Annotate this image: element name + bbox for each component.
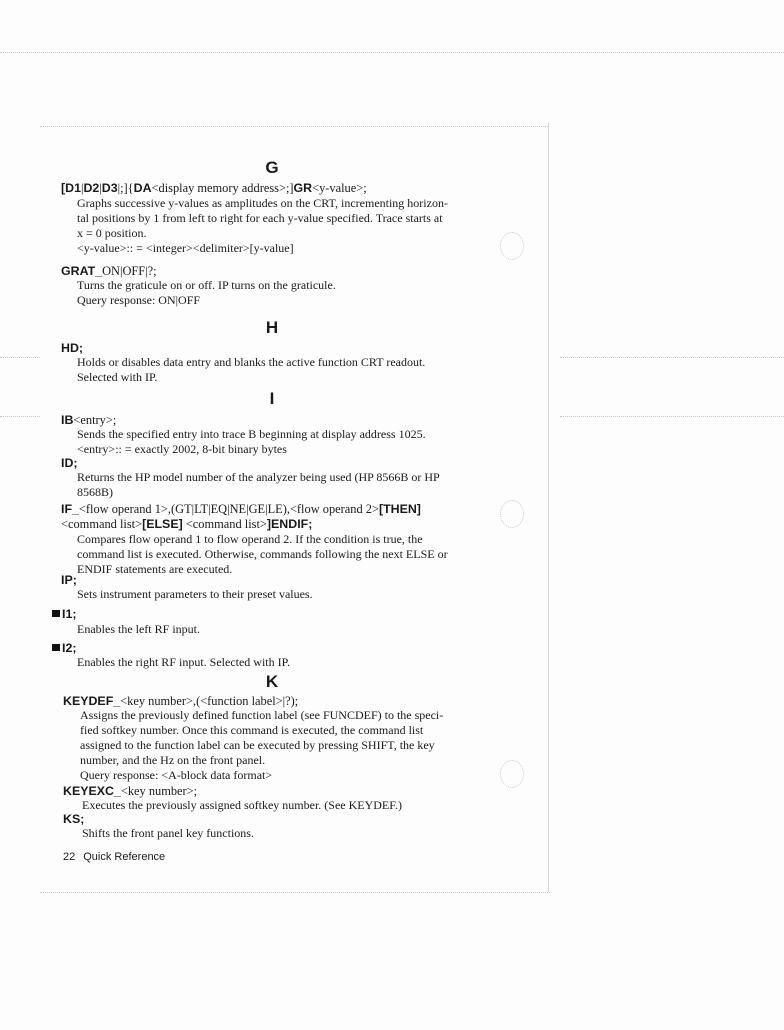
command-ib [61, 413, 116, 428]
description-line: assigned to the function label can be executed by pressing SHIFT, the key [80, 738, 435, 752]
description-grat [77, 278, 487, 308]
section-heading-h: H [265, 318, 279, 337]
command-id [61, 456, 78, 471]
command-if-cont [61, 517, 312, 532]
cmd-token: [D1 [61, 181, 81, 195]
cmd-token: [THEN] [378, 502, 421, 516]
cmd-param: <command list> [61, 517, 143, 531]
description-line: Sets instrument parameters to their preset values. [77, 587, 313, 601]
cmd-token: KEYEXC_ [63, 784, 121, 798]
cmd-token: KS; [63, 812, 85, 826]
option-marker-icon [52, 644, 60, 651]
cmd-token: [ELSE] [142, 517, 183, 531]
scan-edge-mid [40, 126, 548, 127]
cmd-param: <display memory address>;] [151, 181, 294, 195]
description-line: Executes the previously assigned softkey number. (See KEYDEF.) [82, 798, 402, 812]
cmd-token: GR [293, 181, 313, 195]
cmd-token: GRAT_ [61, 264, 103, 278]
scan-edge-left-2 [0, 416, 40, 417]
description-line: Returns the HP model number of the analyzer being used (HP 8566B or HP [77, 470, 440, 484]
scan-edge-left-1 [0, 357, 40, 358]
command-if [61, 502, 421, 517]
footer-title: Quick Reference [83, 851, 166, 863]
description-line: tal positions by 1 from left to right for each y-value specified. Trace starts at [77, 211, 443, 225]
cmd-sep: | [80, 181, 84, 195]
command-i1 [52, 607, 76, 622]
description-line: command list is executed. Otherwise, commands following the next ELSE or [77, 547, 448, 561]
cmd-param: ON|OFF|?; [102, 264, 157, 278]
page-number: 22 [63, 851, 76, 863]
description-line: Enables the left RF input. [77, 622, 200, 636]
description-line: ENDIF statements are executed. [77, 562, 233, 576]
description-line: fied softkey number. Once this command is executed, the command list [80, 723, 424, 737]
punch-hole-1 [500, 232, 524, 260]
cmd-token: I1; [62, 607, 77, 621]
command-i2 [52, 641, 76, 656]
description-line: number, and the Hz on the front panel. [80, 753, 266, 767]
description-line: Assigns the previously defined function label (see FUNCDEF) to the speci- [80, 708, 444, 722]
description-if [77, 532, 487, 577]
description-ks [82, 826, 492, 841]
description-i1 [77, 622, 487, 637]
cmd-token: D2 [83, 181, 100, 195]
description-line: <entry>:: = exactly 2002, 8-bit binary bytes [77, 442, 287, 456]
description-keydef [80, 708, 490, 783]
scan-edge-right-2 [560, 416, 784, 417]
page-footer [63, 851, 165, 863]
scan-edge-top [0, 52, 784, 53]
description-line: Graphs successive y-values as amplitudes on the CRT, incrementing horizon- [77, 196, 448, 210]
cmd-token: D3 [101, 181, 118, 195]
punch-hole-3 [500, 760, 524, 788]
punch-hole-2 [500, 500, 524, 528]
description-id [77, 470, 487, 500]
description-line: <y-value>:: = <integer><delimiter>[y-value] [77, 241, 294, 255]
command-gr [61, 181, 367, 196]
description-keyexc [82, 798, 492, 813]
cmd-sep: | [99, 181, 102, 195]
cmd-token: ]ENDIF; [266, 517, 313, 531]
description-ip [77, 587, 487, 602]
description-line: Query response: ON|OFF [77, 293, 201, 307]
command-ip [61, 573, 77, 588]
description-ib [77, 427, 487, 457]
command-hd [61, 341, 83, 356]
section-heading-g: G [265, 158, 279, 177]
cmd-param: <flow operand 1>,(GT|LT|EQ|NE|GE|LE),<flow operand 2> [78, 502, 379, 516]
section-heading-k: K [265, 672, 279, 691]
cmd-param: <key number>; [120, 784, 198, 798]
command-grat [61, 264, 157, 279]
description-hd [77, 355, 487, 385]
description-line: Compares flow operand 1 to flow operand 2. If the condition is true, the [77, 532, 423, 546]
cmd-token: KEYDEF_ [63, 694, 121, 708]
command-keydef [63, 694, 298, 709]
description-line: x = 0 position. [77, 226, 147, 240]
page-edge [548, 122, 549, 892]
cmd-token: DA [133, 181, 152, 195]
description-line: Selected with IP. [77, 370, 158, 384]
command-keyexc [63, 784, 197, 799]
description-line: Sends the specified entry into trace B beginning at display address 1025. [77, 427, 426, 441]
cmd-token: IB [61, 413, 74, 427]
description-i2 [77, 655, 487, 670]
scan-edge-right-1 [560, 357, 784, 358]
section-heading-i: I [269, 389, 275, 408]
description-line: Query response: <A-block data format> [80, 768, 273, 782]
cmd-param: <entry>; [73, 413, 117, 427]
description-line: 8568B) [77, 485, 113, 499]
cmd-param: <y-value>; [312, 181, 367, 195]
cmd-param: <key number>,(<function label>|?); [120, 694, 299, 708]
cmd-sep: |;]{ [117, 181, 134, 195]
description-line: Enables the right RF input. Selected with IP. [77, 655, 290, 669]
cmd-param: <command list> [182, 517, 267, 531]
description-gr [77, 196, 487, 256]
cmd-token: I2; [62, 641, 77, 655]
command-ks [63, 812, 84, 827]
description-line: Holds or disables data entry and blanks the active function CRT readout. [77, 355, 426, 369]
cmd-token: IP; [61, 573, 77, 587]
description-line: Shifts the front panel key functions. [82, 826, 254, 840]
cmd-token: IF_ [61, 502, 79, 516]
cmd-token: HD; [61, 341, 84, 355]
scan-edge-bottom [40, 892, 550, 893]
description-line: Turns the graticule on or off. IP turns on the graticule. [77, 278, 336, 292]
option-marker-icon [52, 610, 60, 617]
cmd-token: ID; [61, 456, 78, 470]
